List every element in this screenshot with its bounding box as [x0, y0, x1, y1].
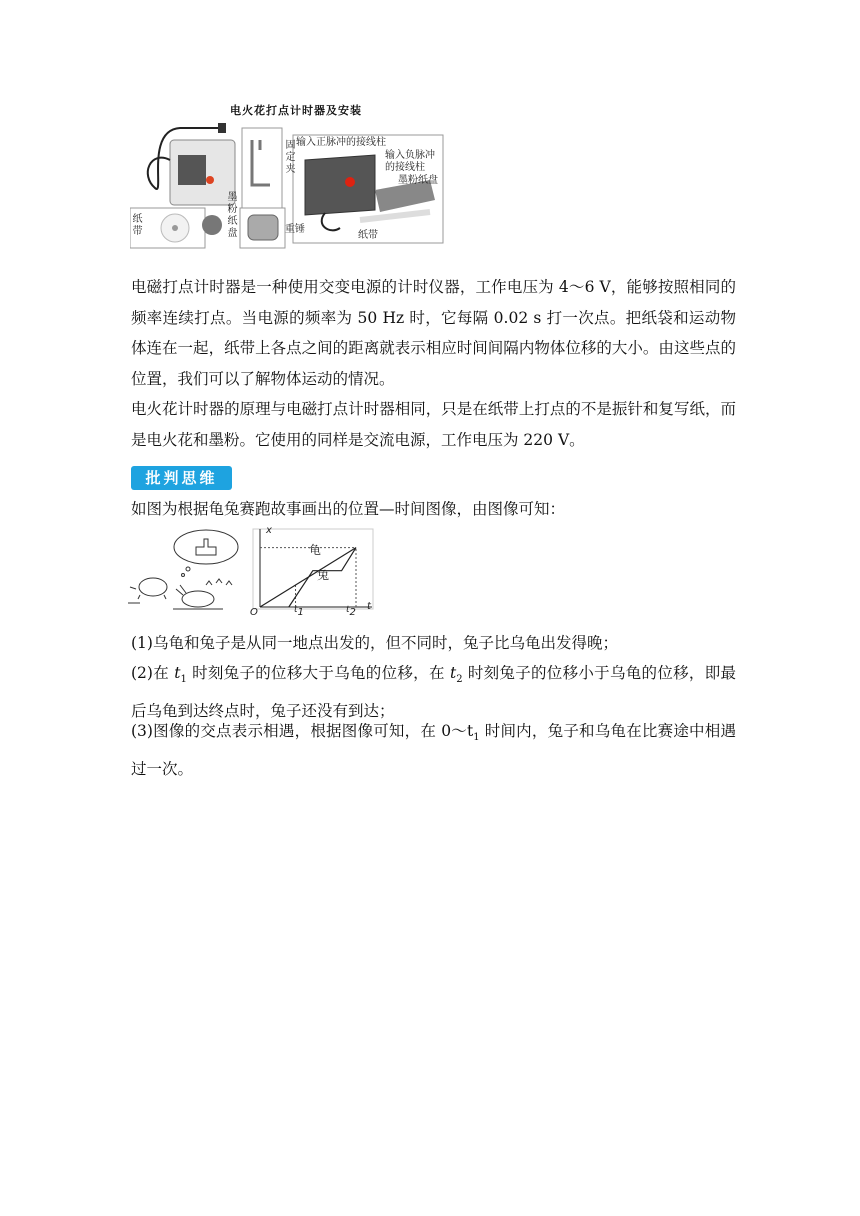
rabbit-line-label: 兔: [317, 568, 330, 582]
right-device-shape: [305, 155, 375, 215]
paper-tape-bottom-label: 纸带: [358, 230, 378, 241]
section-intro: 如图为根据龟兔赛跑故事画出的位置—时间图像，由图像可知：: [131, 500, 566, 518]
turtle-shape: [139, 578, 167, 596]
podium-shape: [196, 539, 216, 555]
timer-panel-shape: [178, 155, 206, 185]
weight-label: 重锤: [285, 224, 305, 235]
x-axis-label: t: [367, 601, 371, 612]
positive-pulse-label: 输入正脉冲的接线柱: [296, 137, 386, 148]
position-time-chart: [260, 529, 372, 607]
origin-label: O: [250, 607, 258, 618]
clip-frame: [242, 128, 282, 208]
paragraph-spark-timer: 电火花计时器的原理与电磁打点计时器相同，只是在纸带上打点的不是振针和复写纸，而是电火花和墨粉。它使用的同样是交流电源，工作电压为 220 V。: [131, 400, 736, 449]
y-axis-label: x: [266, 525, 272, 536]
timer-knob-shape: [206, 176, 214, 184]
tick-t2-label: $t_2$: [346, 605, 356, 618]
critical-thinking-badge: 批判思维: [131, 466, 232, 490]
tick-t1-label: $t_1$: [294, 605, 304, 618]
positive-terminal-shape: [345, 177, 355, 187]
weight-shape: [248, 215, 278, 240]
list-item-3: (3)图像的交点表示相遇，根据图像可知，在 $0\sim t_1$ 时间内，兔子和乌龟在比赛途中相遇过一次。: [131, 722, 736, 778]
chart-frame: [253, 529, 373, 609]
negative-pulse-label-line2: 的接线柱: [385, 162, 425, 173]
paragraph-electromagnetic-timer: 电磁打点计时器是一种使用交变电源的计时仪器，工作电压为 4～6 V，能够按照相同的频率连续打点。当电源的频率为 50 Hz 时，它每隔 0.02 s 打一次点。把纸袋和运动物体连在一起，纸带上各点之间的距离就表示相应时间间隔内物体位移的大小。由这些点的位置，我们可以了解物体运动的情况。: [131, 278, 736, 388]
ink-disc-right-label: 墨粉纸盘: [398, 175, 438, 186]
figure-title: 电火花打点计时器及安装: [230, 104, 362, 117]
fixing-clip-label: 固 定 夹: [285, 140, 296, 175]
paper-tape-left-label: 纸 带: [132, 214, 143, 237]
list-item-1: (1)乌龟和兔子是从同一地点出发的，但不同时，兔子比乌龟出发得晚；: [131, 634, 618, 652]
list-item-2: (2)在 $t_1$ 时刻兔子的位移大于乌龟的位移，在 $t_2$ 时刻兔子的位移小于乌龟的位移，即最后乌龟到达终点时，兔子还没有到达；: [131, 664, 737, 720]
plug-shape: [218, 123, 226, 133]
negative-pulse-label-line1: 输入负脉冲: [385, 150, 435, 161]
turtle-line-label: 龟: [309, 543, 322, 557]
race-illustration: [128, 527, 378, 619]
race-figure: [128, 527, 378, 619]
ink-disc-shape: [202, 215, 222, 235]
rabbit-shape: [182, 591, 214, 607]
spark-timer-figure: [130, 100, 445, 250]
thought-bubble-shape: [174, 530, 238, 564]
ink-disc-left-label: 墨 粉 纸 盘: [227, 192, 238, 239]
